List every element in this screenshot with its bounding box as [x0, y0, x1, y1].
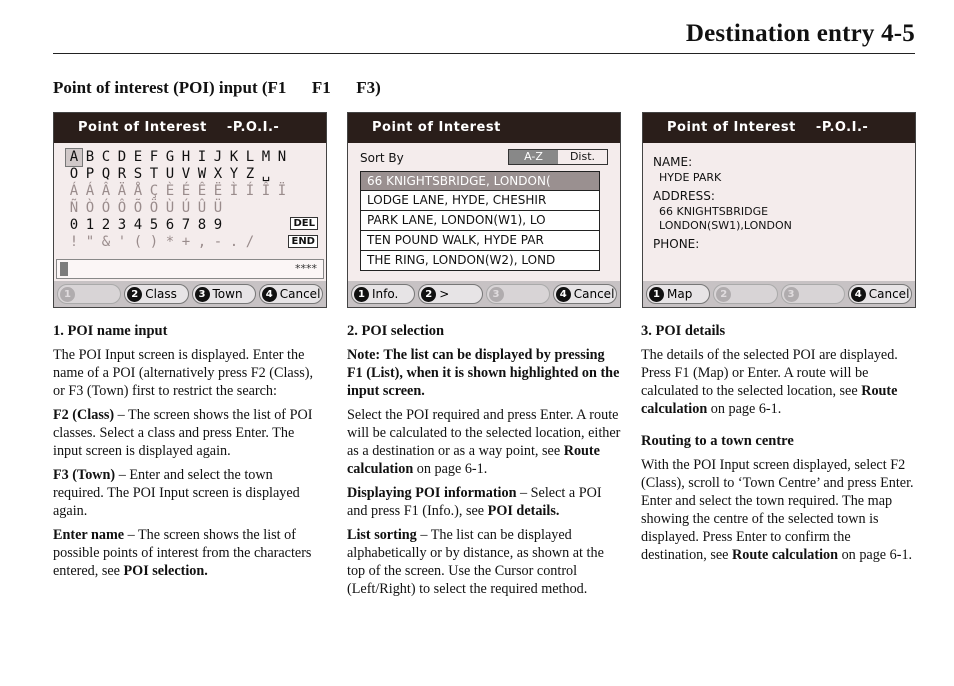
sort-toggle[interactable]	[508, 149, 608, 165]
char-key[interactable]: K	[229, 149, 239, 165]
char-key[interactable]: W	[197, 166, 207, 182]
column-poi-name-input	[53, 322, 325, 586]
char-key[interactable]: &	[101, 234, 111, 250]
char-key[interactable]: C	[101, 149, 111, 165]
char-key[interactable]: U	[165, 166, 175, 182]
char-key[interactable]: Ü	[213, 200, 223, 216]
char-key[interactable]: N	[277, 149, 287, 165]
poi-input-screen	[53, 112, 327, 308]
char-key[interactable]: O	[69, 166, 79, 182]
f3-key[interactable]: 3	[781, 284, 845, 304]
char-key[interactable]: Ñ	[69, 200, 79, 216]
char-key[interactable]: É	[181, 183, 191, 199]
char-key[interactable]: 6	[165, 217, 175, 233]
char-key[interactable]: F	[149, 149, 159, 165]
char-key[interactable]: Ä	[117, 183, 127, 199]
end-key[interactable]: END	[288, 235, 318, 248]
char-key[interactable]: 8	[197, 217, 207, 233]
page-header	[53, 20, 915, 54]
sort-label: Sort By	[360, 151, 404, 165]
address-label: ADDRESS:	[653, 189, 715, 203]
char-key[interactable]: 1	[85, 217, 95, 233]
screen-title: Point of Interest	[348, 113, 620, 143]
char-row	[66, 166, 290, 183]
poi-list	[360, 171, 600, 271]
poi-name-field[interactable]	[56, 259, 324, 279]
paragraph: Enter name – The screen shows the list of possible points of interest from the characters entered, see POI selection.	[53, 527, 312, 579]
char-row	[66, 217, 290, 234]
char-key[interactable]: '	[117, 234, 127, 250]
char-row	[66, 183, 290, 200]
paragraph: Displaying POI information – Select a POI and press F1 (Info.), see POI details.	[347, 485, 602, 519]
char-key[interactable]: S	[133, 166, 143, 182]
char-key[interactable]: Ë	[213, 183, 223, 199]
char-key[interactable]: Ê	[197, 183, 207, 199]
soft-keys	[348, 281, 620, 307]
char-key[interactable]: Ì	[229, 183, 239, 199]
poi-list-item[interactable]: LODGE LANE, HYDE, CHESHIR	[360, 191, 600, 211]
screen-body	[348, 143, 620, 281]
name-value: HYDE PARK	[659, 171, 722, 184]
char-key[interactable]: Ï	[277, 183, 287, 199]
f2-key[interactable]: 2	[713, 284, 777, 304]
character-grid	[66, 149, 290, 251]
char-key[interactable]: 4	[133, 217, 143, 233]
char-key[interactable]: P	[85, 166, 95, 182]
char-key[interactable]: *	[165, 234, 175, 250]
char-key[interactable]: L	[245, 149, 255, 165]
char-key[interactable]: "	[85, 234, 95, 250]
char-key[interactable]: 0	[69, 217, 79, 233]
section-title: Point of interest (POI) input (F1 F1 F3)	[53, 78, 381, 97]
char-key[interactable]: ,	[197, 234, 207, 250]
paragraph: The details of the selected POI are displayed. Press F1 (Map) or Enter. A route will be calculated to the selected location, see Route calculation on page 6-1.	[641, 347, 898, 417]
char-key[interactable]: G	[165, 149, 175, 165]
char-key[interactable]: Ù	[165, 200, 175, 216]
char-key[interactable]: !	[69, 234, 79, 250]
char-row	[66, 149, 290, 166]
char-key[interactable]: E	[133, 149, 143, 165]
char-key[interactable]: Ú	[181, 200, 191, 216]
f1-map-key[interactable]: 1 Map	[646, 284, 710, 304]
paragraph: Select the POI required and press Enter. A route will be calculated to the selected location, either as a destination or as a way point, see Route calculation on page 6-1.	[347, 407, 621, 477]
poi-list-item[interactable]: PARK LANE, LONDON(W1), LO	[360, 211, 600, 231]
sort-dist[interactable]: Dist.	[569, 150, 596, 163]
screen-body	[54, 143, 326, 281]
char-key[interactable]: Á	[69, 183, 79, 199]
char-key[interactable]: A	[66, 149, 82, 166]
f2-next-key[interactable]: 2 >	[418, 284, 482, 304]
char-key[interactable]: )	[149, 234, 159, 250]
poi-details-screen	[642, 112, 916, 308]
char-key[interactable]: J	[213, 149, 223, 165]
screen-title: Point of Interest -P.O.I.-	[54, 113, 326, 143]
char-key[interactable]: Y	[229, 166, 239, 182]
char-key[interactable]: -	[213, 234, 223, 250]
char-key[interactable]: Ò	[85, 200, 95, 216]
char-key[interactable]: 5	[149, 217, 159, 233]
char-row	[66, 200, 290, 217]
char-key[interactable]: Ó	[101, 200, 111, 216]
poi-list-item[interactable]: THE RING, LONDON(W2), LOND	[360, 251, 600, 271]
char-key[interactable]: 7	[181, 217, 191, 233]
page-title: Destination entry 4-5	[685, 20, 915, 47]
char-key[interactable]: Í	[245, 183, 255, 199]
f3-town-key[interactable]: 3 Town	[192, 284, 256, 304]
char-key[interactable]: T	[149, 166, 159, 182]
poi-list-item[interactable]: 66 KNIGHTSBRIDGE, LONDON(	[360, 171, 600, 191]
screen-title: Point of Interest -P.O.I.-	[643, 113, 915, 143]
char-key[interactable]: Î	[261, 183, 271, 199]
note: Note: The list can be displayed by pressing F1 (List), when it is shown highlighted on the input screen.	[347, 347, 620, 399]
char-key[interactable]: X	[213, 166, 223, 182]
char-key[interactable]: /	[245, 234, 255, 250]
char-row	[66, 234, 290, 251]
char-key[interactable]: Z	[245, 166, 255, 182]
paragraph: List sorting – The list can be displayed alphabetically or by distance, as shown at the top of the screen. Use the Cursor control (Left/Right) to select the required method.	[347, 527, 604, 597]
subheading: Routing to a town centre	[641, 433, 794, 449]
screen-body	[643, 143, 915, 281]
char-key[interactable]: I	[197, 149, 207, 165]
f4-cancel-key[interactable]: 4 Cancel	[553, 284, 617, 304]
char-key[interactable]: Ö	[149, 200, 159, 216]
f3-key[interactable]: 3	[486, 284, 550, 304]
sort-az[interactable]: A-Z	[509, 150, 558, 164]
soft-keys	[54, 281, 326, 307]
char-key[interactable]: M	[261, 149, 271, 165]
char-key[interactable]: +	[181, 234, 191, 250]
name-label: NAME:	[653, 155, 693, 169]
char-key[interactable]: 3	[117, 217, 127, 233]
paragraph: F3 (Town) – Enter and select the town required. The POI Input screen is displayed again.	[53, 467, 300, 519]
address-line1: 66 KNIGHTSBRIDGE	[659, 205, 769, 218]
char-key[interactable]: Å	[133, 183, 143, 199]
paragraph: With the POI Input screen displayed, select F2 (Class), scroll to ‘Town Centre’ and press Enter. Enter and select the town required. The map showing the centre of the selected town is displayed. Press Enter to confirm the destination, see Route calculation on page 6-1.	[641, 457, 914, 563]
text-cursor	[60, 262, 68, 276]
phone-label: PHONE:	[653, 237, 700, 251]
heading: 2. POI selection	[347, 323, 445, 339]
f2-class-key[interactable]: 2 Class	[124, 284, 188, 304]
char-key[interactable]: (	[133, 234, 143, 250]
f4-cancel-key[interactable]: 4 Cancel	[848, 284, 912, 304]
char-key[interactable]: Û	[197, 200, 207, 216]
f4-cancel-key[interactable]: 4 Cancel	[259, 284, 323, 304]
char-key[interactable]: B	[85, 149, 95, 165]
char-key[interactable]: Â	[101, 183, 111, 199]
char-key[interactable]: Ç	[149, 183, 159, 199]
column-poi-selection	[347, 322, 621, 604]
char-key[interactable]: È	[165, 183, 175, 199]
char-key[interactable]: V	[181, 166, 191, 182]
char-key[interactable]: ␣	[261, 166, 271, 182]
char-key[interactable]: Á	[85, 183, 95, 199]
heading: 3. POI details	[641, 323, 726, 339]
char-key[interactable]: Õ	[133, 200, 143, 216]
poi-selection-screen	[347, 112, 621, 308]
f1-key[interactable]: 1	[57, 284, 121, 304]
f1-info-key[interactable]: 1 Info.	[351, 284, 415, 304]
paragraph: F2 (Class) – The screen shows the list of POI classes. Select a class and press Enter. The input screen is displayed again.	[53, 407, 313, 459]
char-key[interactable]: 2	[101, 217, 111, 233]
column-poi-details	[641, 322, 915, 570]
char-key[interactable]: Ô	[117, 200, 127, 216]
char-count: ****	[295, 262, 317, 275]
char-key[interactable]: H	[181, 149, 191, 165]
heading: 1. POI name input	[53, 323, 168, 339]
char-key[interactable]: 9	[213, 217, 223, 233]
char-key[interactable]: Q	[101, 166, 111, 182]
char-key[interactable]: D	[117, 149, 127, 165]
poi-list-item[interactable]: TEN POUND WALK, HYDE PAR	[360, 231, 600, 251]
del-key[interactable]: DEL	[290, 217, 318, 230]
paragraph: The POI Input screen is displayed. Enter the name of a POI (alternatively press F2 (Class), or F3 (Town) first to restrict the search:	[53, 347, 314, 399]
char-key[interactable]: .	[229, 234, 239, 250]
soft-keys	[643, 281, 915, 307]
char-key[interactable]: R	[117, 166, 127, 182]
address-line2: LONDON(SW1),LONDON	[659, 219, 792, 232]
